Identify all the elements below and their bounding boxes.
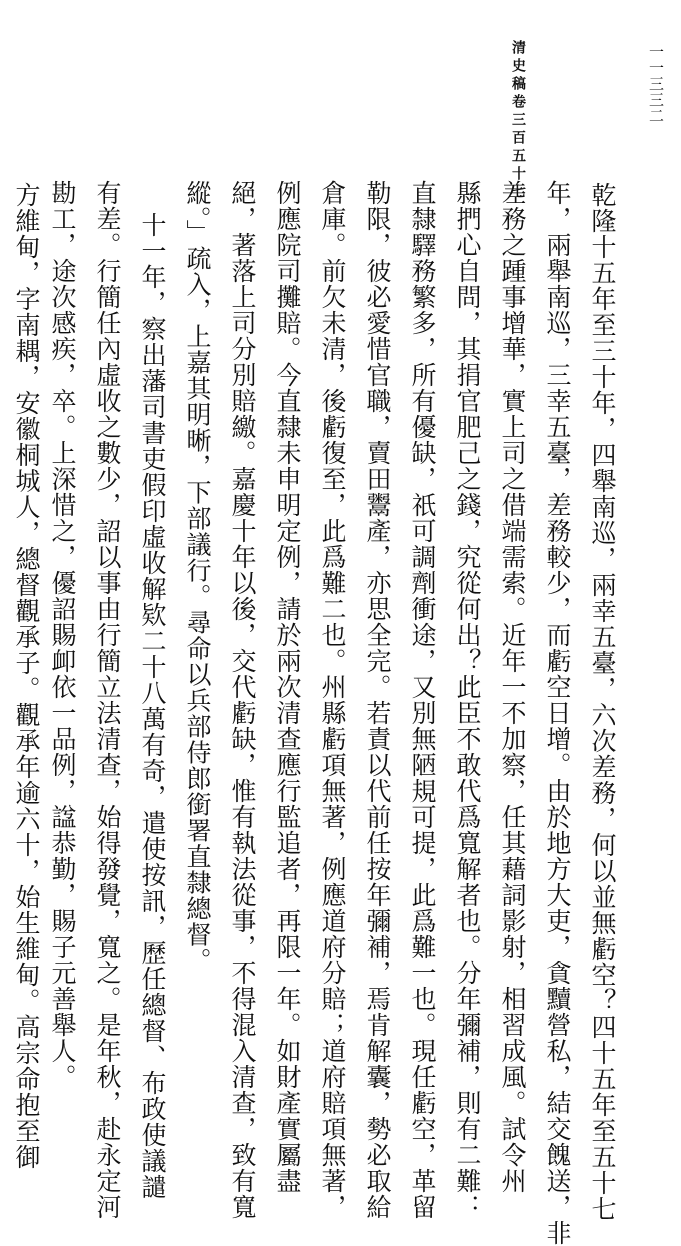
column-text: 有差。行簡任內虛收之數少，詔以事由行簡立法清查，始得發覺，寬之。是年秋，赴永定河 [93,180,122,1220]
text-column-11 [136,212,168,1200]
column-text: 差務之踵事增華，實上司之借端需索。近年一不加察，任其藉詞影射，相習成風。試令州 [498,180,527,1194]
column-text: 方維甸，字南耦，安徽桐城人，總督觀承子。觀承年逾六十，始生維甸。高宗命抱至御 [12,182,41,1170]
column-text: 勘工，途次感疾，卒。上深惜之，優詔賜卹依一品例，諡恭勤，賜子元善舉人。 [48,180,77,1090]
column-text: 縱。」疏入，上嘉其明晰，下部議行。尋命以兵部侍郎銜署直隸總督。 [183,180,212,974]
text-column-5 [406,180,438,1220]
column-text: 十一年，察出藩司書吏假印虛收解欵二十八萬有奇，遣使按訊，歷任總督、布政使議譴 [138,212,167,1200]
text-column-14 [10,182,42,1170]
column-text: 直隸驛務繁多，所有優缺，祇可調劑衝途，又別無陋規可提，此爲難一也。現任虧空，革留 [408,180,437,1220]
text-column-2 [541,180,573,1246]
text-column-7 [316,180,348,1220]
text-column-12 [91,180,123,1220]
text-column-8 [271,180,303,1194]
column-text: 乾隆十五年至三十年，四舉南巡，兩幸五臺，六次差務，何以並無虧空？四十五年至五十七 [588,182,617,1222]
text-column-10 [181,180,213,974]
text-column-4 [451,180,483,1220]
column-text: 絕，著落上司分別賠繳。嘉慶十年以後，交代虧缺，惟有執法從事，不得混入清查，致有寬 [228,180,257,1220]
text-column-9 [226,180,258,1220]
text-column-1 [586,182,618,1222]
running-header-title: 清史稿卷三百五十七 [510,40,526,202]
text-column-3 [496,180,528,1194]
text-column-6 [361,180,393,1220]
column-text: 勒限，彼必愛惜官職，賣田鬻產，亦思全完。若責以代前任按年彌補，焉肯解囊，勢必取給 [363,180,392,1220]
column-text: 年，兩舉南巡，三幸五臺，差務較少，而虧空日增。由於地方大吏，貪黷營私，結交餽送，非 [543,180,572,1246]
column-text: 縣捫心自問，其捐官肥己之錢，究從何出？此臣不敢代爲寬解者也。分年彌補，則有二難： [453,180,482,1220]
page-number: 一一三三二 [647,44,665,124]
column-text: 例應院司攤賠。今直隸未申明定例，請於兩次清查應行監追者，再限一年。如財產實屬盡 [273,180,302,1194]
text-column-13 [46,180,78,1090]
column-text: 倉庫。前欠未清，後虧復至，此爲難二也。州縣虧項無著，例應道府分賠；道府賠項無著， [318,180,347,1220]
